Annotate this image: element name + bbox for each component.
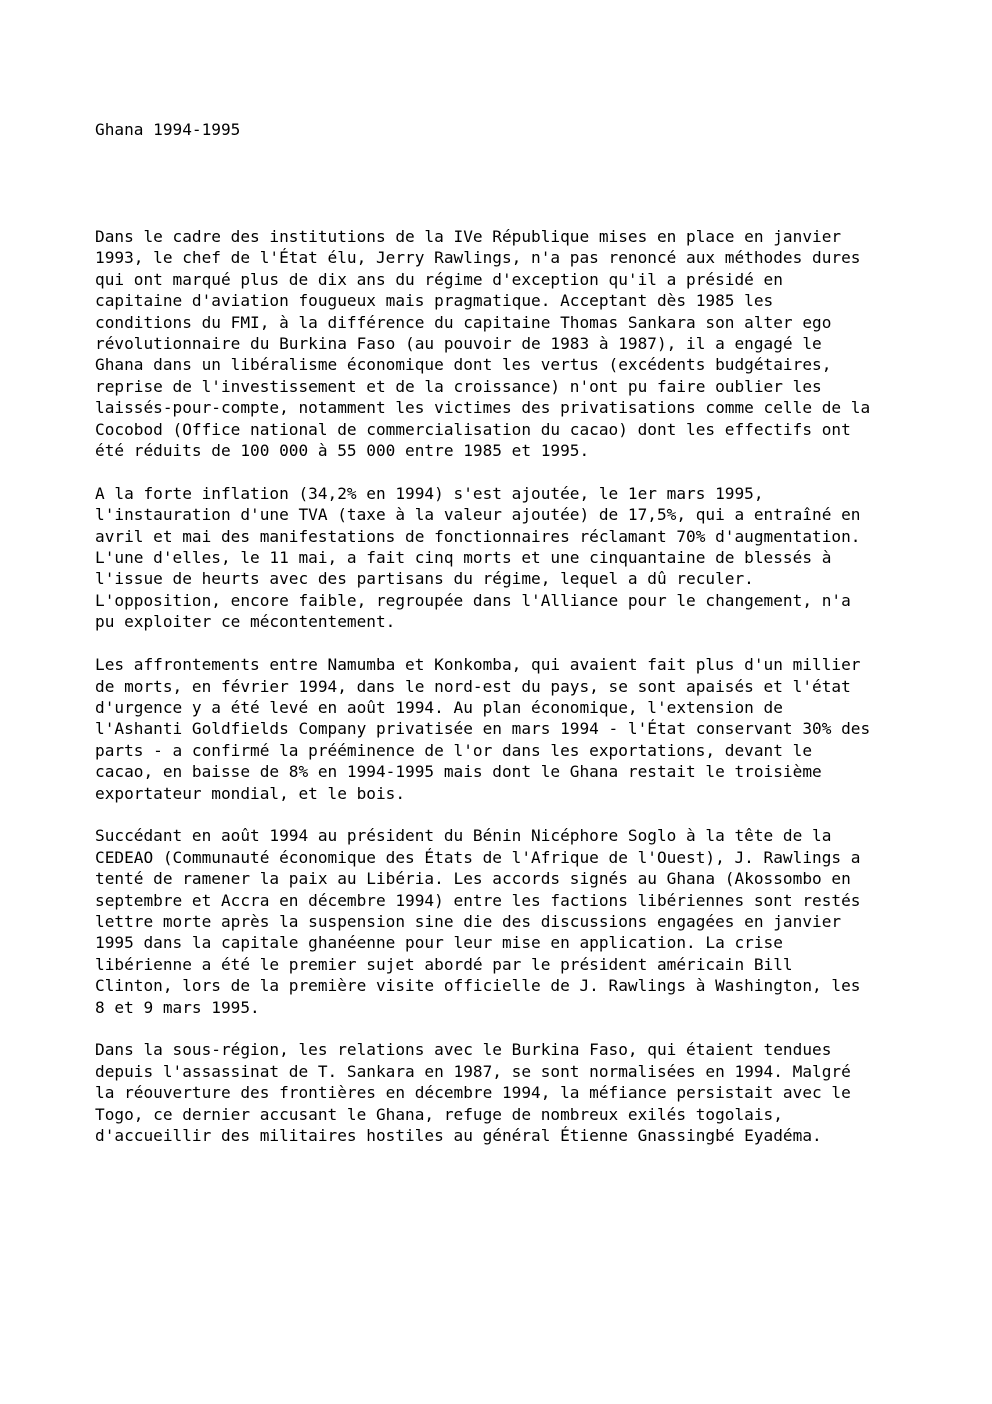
paragraph-line: l'instauration d'une TVA (taxe à la valeur ajoutée) de 17,5%, qui a entraîné en [95,505,861,525]
paragraph-line: été réduits de 100 000 à 55 000 entre 1985 et 1995. [95,441,590,461]
paragraph-line: L'une d'elles, le 11 mai, a fait cinq morts et une cinquantaine de blessés à [95,548,832,568]
paragraph-line: Dans le cadre des institutions de la IVe République mises en place en janvier [95,227,842,246]
paragraph-line: depuis l'assassinat de T. Sankara en 1987, se sont normalisées en 1994. Malgré [95,1061,851,1081]
paragraph-line: exportateur mondial, et le bois. [95,783,406,803]
paragraph-line: 1993, le chef de l'État élu, Jerry Rawlings, n'a pas renoncé aux méthodes dures [95,248,861,268]
paragraph-2 [95,483,975,633]
paragraph-line: avril et mai des manifestations de fonctionnaires réclamant 70% d'augmentation. [95,526,861,546]
paragraph-line: la réouverture des frontières en décembre 1994, la méfiance persistait avec le [95,1083,851,1103]
paragraph-5 [95,1039,975,1146]
paragraph-line: capitaine d'aviation fougueux mais pragmatique. Acceptant dès 1985 les [95,291,774,311]
paragraph-line: Les affrontements entre Namumba et Konkomba, qui avaient fait plus d'un millier [95,655,861,675]
paragraph-line: Dans la sous-région, les relations avec le Burkina Faso, qui étaient tendues [95,1040,832,1060]
paragraph-line: d'urgence y a été levé en août 1994. Au plan économique, l'extension de [95,697,783,717]
paragraph-line: lettre morte après la suspension sine die des discussions engagées en janvier [95,911,842,931]
paragraph-line: L'opposition, encore faible, regroupée dans l'Alliance pour le changement, n'a [95,590,851,610]
paragraph-line: révolutionnaire du Burkina Faso (au pouvoir de 1983 à 1987), il a engagé le [95,334,822,354]
paragraph-line: 8 et 9 mars 1995. [95,997,260,1017]
document-title: Ghana 1994-1995 [95,120,241,139]
paragraph-1 [95,226,975,461]
paragraph-line: conditions du FMI, à la différence du capitaine Thomas Sankara son alter ego [95,312,832,332]
paragraph-line: parts - a confirmé la prééminence de l'or dans les exportations, devant le [95,740,813,760]
document-body [95,226,975,1168]
paragraph-3 [95,654,975,804]
paragraph-line: CEDEAO (Communauté économique des États de l'Afrique de l'Ouest), J. Rawlings a [95,847,861,867]
paragraph-line: septembre et Accra en décembre 1994) entre les factions libériennes sont restés [95,890,861,910]
paragraph-line: reprise de l'investissement et de la croissance) n'ont pu faire oublier les [95,376,822,396]
paragraph-line: libérienne a été le premier sujet abordé par le président américain Bill [95,954,793,974]
paragraph-line: qui ont marqué plus de dix ans du régime d'exception qu'il a présidé en [95,269,783,289]
paragraph-line: A la forte inflation (34,2% en 1994) s'est ajoutée, le 1er mars 1995, [95,483,764,503]
paragraph-line: Togo, ce dernier accusant le Ghana, refuge de nombreux exilés togolais, [95,1104,783,1124]
paragraph-line: pu exploiter ce mécontentement. [95,612,396,632]
paragraph-line: tenté de ramener la paix au Libéria. Les accords signés au Ghana (Akossombo en [95,869,851,889]
paragraph-line: Clinton, lors de la première visite officielle de J. Rawlings à Washington, les [95,976,861,996]
paragraph-line: l'Ashanti Goldfields Company privatisée en mars 1994 - l'État conservant 30% des [95,719,871,739]
paragraph-line: laissés-pour-compte, notamment les victimes des privatisations comme celle de la [95,398,871,418]
paragraph-line: cacao, en baisse de 8% en 1994-1995 mais dont le Ghana restait le troisième [95,762,822,782]
paragraph-line: de morts, en février 1994, dans le nord-est du pays, se sont apaisés et l'état [95,676,851,696]
paragraph-line: Succédant en août 1994 au président du Bénin Nicéphore Soglo à la tête de la [95,826,832,846]
paragraph-line: Cocobod (Office national de commercialisation du cacao) dont les effectifs ont [95,419,851,439]
paragraph-line: 1995 dans la capitale ghanéenne pour leur mise en application. La crise [95,933,783,953]
paragraph-4 [95,825,975,1018]
paragraph-line: d'accueillir des militaires hostiles au général Étienne Gnassingbé Eyadéma. [95,1126,822,1145]
paragraph-line: Ghana dans un libéralisme économique dont les vertus (excédents budgétaires, [95,355,832,375]
paragraph-line: l'issue de heurts avec des partisans du régime, lequel a dû reculer. [95,569,754,589]
